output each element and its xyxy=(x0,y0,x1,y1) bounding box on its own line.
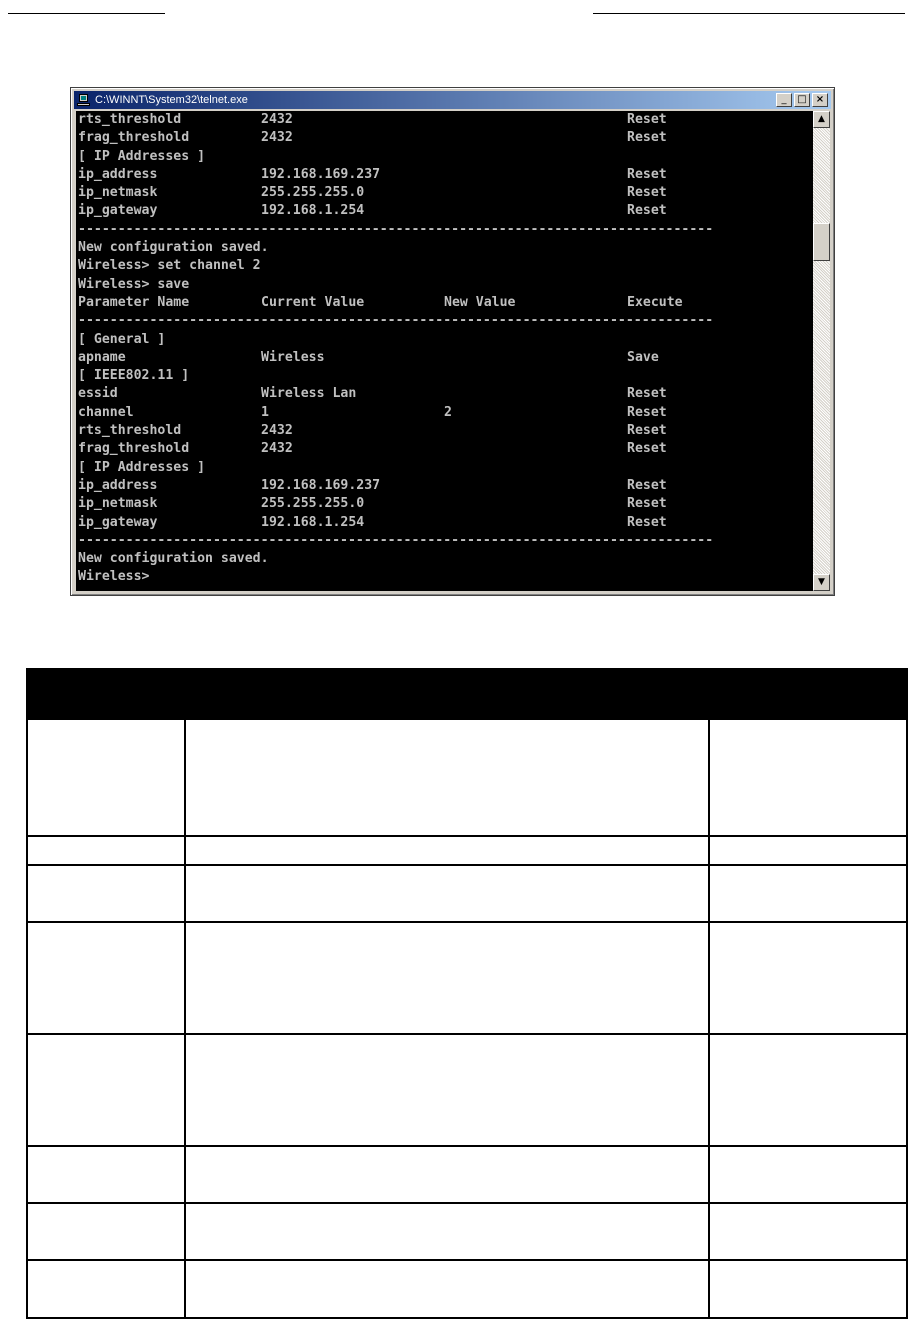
vertical-scrollbar[interactable] xyxy=(813,111,830,591)
table-cell xyxy=(185,1203,708,1260)
console-field: rts_threshold xyxy=(78,423,182,439)
console-field: 1 xyxy=(261,404,269,420)
table-header-cell xyxy=(185,669,708,711)
console-field: Reset xyxy=(627,477,667,493)
console-field: Reset xyxy=(627,514,667,530)
table-cell xyxy=(27,1260,185,1318)
console-line xyxy=(76,331,813,349)
table-header-cell xyxy=(27,669,185,711)
header-rule-right xyxy=(593,13,905,14)
table-row xyxy=(27,922,907,1034)
table-row xyxy=(27,1203,907,1260)
console-field: New Value xyxy=(444,294,516,310)
console-field: ip_gateway xyxy=(78,203,158,219)
console-output[interactable] xyxy=(76,111,813,591)
console-field: 255.255.255.0 xyxy=(261,496,365,512)
console-field: ip_netmask xyxy=(78,185,158,201)
console-field: Reset xyxy=(627,423,667,439)
console-field: Reset xyxy=(627,130,667,146)
console-line xyxy=(76,111,813,129)
window-title: C:\WINNT\System32\telnet.exe xyxy=(95,94,248,106)
console-field: Reset xyxy=(627,112,667,127)
console-field: New configuration saved. xyxy=(78,240,269,256)
console-line xyxy=(76,184,813,202)
console-field: frag_threshold xyxy=(78,130,190,146)
console-line xyxy=(76,202,813,220)
table-header-row xyxy=(27,669,907,711)
table-cell xyxy=(709,1146,907,1203)
console-line xyxy=(76,550,813,568)
table-cell xyxy=(709,836,907,865)
table-cell xyxy=(709,922,907,1034)
console-field: Wireless xyxy=(261,349,325,365)
console-field: -------------------------------------------------------------------------------- xyxy=(78,532,714,548)
console-field: ip_gateway xyxy=(78,514,158,530)
console-line xyxy=(76,148,813,166)
console-field: rts_threshold xyxy=(78,112,182,127)
console-field: Wireless Lan xyxy=(261,386,357,402)
table-cell xyxy=(185,719,708,836)
console-line xyxy=(76,477,813,495)
console-field: Reset xyxy=(627,441,667,457)
scroll-down-arrow-icon[interactable]: ▼ xyxy=(813,574,830,591)
console-field: -------------------------------------------------------------------------------- xyxy=(78,221,714,237)
table-row xyxy=(27,865,907,922)
console-line xyxy=(76,514,813,532)
console-line xyxy=(76,367,813,385)
console-field: ip_address xyxy=(78,477,158,493)
console-line xyxy=(76,221,813,239)
table-cell xyxy=(27,1203,185,1260)
console-field: apname xyxy=(78,349,126,365)
table-cell xyxy=(185,922,708,1034)
console-line xyxy=(76,459,813,477)
console-field: Save xyxy=(627,349,659,365)
console-field: Wireless> xyxy=(78,569,150,585)
console-field: frag_threshold xyxy=(78,441,190,457)
table-cell xyxy=(27,1034,185,1146)
console-field: Reset xyxy=(627,203,667,219)
console-field: Execute xyxy=(627,294,683,310)
console-field: [ IEEE802.11 ] xyxy=(78,368,190,384)
console-app-icon[interactable] xyxy=(77,94,91,107)
parameter-table xyxy=(26,668,908,1319)
console-field: Reset xyxy=(627,166,667,182)
console-field: 192.168.169.237 xyxy=(261,477,381,493)
console-line xyxy=(76,166,813,184)
table-cell xyxy=(185,1034,708,1146)
console-line xyxy=(76,404,813,422)
table-cell xyxy=(185,836,708,865)
table-cell xyxy=(709,1203,907,1260)
table-header-band xyxy=(27,711,907,719)
minimize-button[interactable]: _ xyxy=(776,93,792,107)
console-field: Current Value xyxy=(261,294,365,310)
console-field: essid xyxy=(78,386,118,402)
console-field: Wireless> set channel 2 xyxy=(78,258,261,274)
console-field: 2432 xyxy=(261,423,293,439)
table-row xyxy=(27,836,907,865)
console-field: Wireless> save xyxy=(78,276,190,292)
table-row xyxy=(27,1260,907,1318)
console-field: Parameter Name xyxy=(78,294,190,310)
telnet-window xyxy=(70,87,835,596)
console-field: New configuration saved. xyxy=(78,551,269,567)
table-row xyxy=(27,719,907,836)
console-line xyxy=(76,257,813,275)
console-line xyxy=(76,568,813,586)
console-field: -------------------------------------------------------------------------------- xyxy=(78,313,714,329)
console-field: channel xyxy=(78,404,134,420)
console-line xyxy=(76,495,813,513)
table-cell xyxy=(185,1146,708,1203)
console-field: 192.168.1.254 xyxy=(261,203,365,219)
table-cell xyxy=(27,1146,185,1203)
console-field: ip_address xyxy=(78,166,158,182)
console-line xyxy=(76,276,813,294)
console-field: 192.168.1.254 xyxy=(261,514,365,530)
table-cell xyxy=(185,865,708,922)
console-field: 2432 xyxy=(261,441,293,457)
console-field: 2 xyxy=(444,404,452,420)
console-line xyxy=(76,385,813,403)
console-field: 2432 xyxy=(261,112,293,127)
table-cell xyxy=(709,1034,907,1146)
console-line xyxy=(76,532,813,550)
console-field: Reset xyxy=(627,386,667,402)
table-cell xyxy=(709,865,907,922)
console-field: ip_netmask xyxy=(78,496,158,512)
table-header-cell xyxy=(709,669,907,711)
table-cell xyxy=(709,1260,907,1318)
table-row xyxy=(27,1146,907,1203)
header-rule-left xyxy=(8,13,165,14)
console-field: 2432 xyxy=(261,130,293,146)
table-cell xyxy=(27,836,185,865)
console-field: 192.168.169.237 xyxy=(261,166,381,182)
scroll-thumb[interactable] xyxy=(813,223,830,261)
console-field: [ IP Addresses ] xyxy=(78,459,206,475)
table-cell xyxy=(185,1260,708,1318)
console-line xyxy=(76,349,813,367)
console-line xyxy=(76,239,813,257)
close-button[interactable]: × xyxy=(812,93,828,107)
console-field: [ IP Addresses ] xyxy=(78,148,206,164)
console-line xyxy=(76,422,813,440)
table-row xyxy=(27,1034,907,1146)
console-field: [ General ] xyxy=(78,331,166,347)
console-line xyxy=(76,129,813,147)
console-field: Reset xyxy=(627,496,667,512)
console-field: Reset xyxy=(627,185,667,201)
console-line xyxy=(76,440,813,458)
table-cell xyxy=(27,865,185,922)
scroll-up-arrow-icon[interactable]: ▲ xyxy=(813,111,830,128)
title-bar[interactable] xyxy=(74,91,831,109)
console-line xyxy=(76,294,813,312)
table-cell xyxy=(27,922,185,1034)
table-cell xyxy=(709,719,907,836)
console-field: 255.255.255.0 xyxy=(261,185,365,201)
console-field: Reset xyxy=(627,404,667,420)
console-line xyxy=(76,312,813,330)
maximize-button[interactable]: □ xyxy=(794,93,810,107)
table-cell xyxy=(27,719,185,836)
